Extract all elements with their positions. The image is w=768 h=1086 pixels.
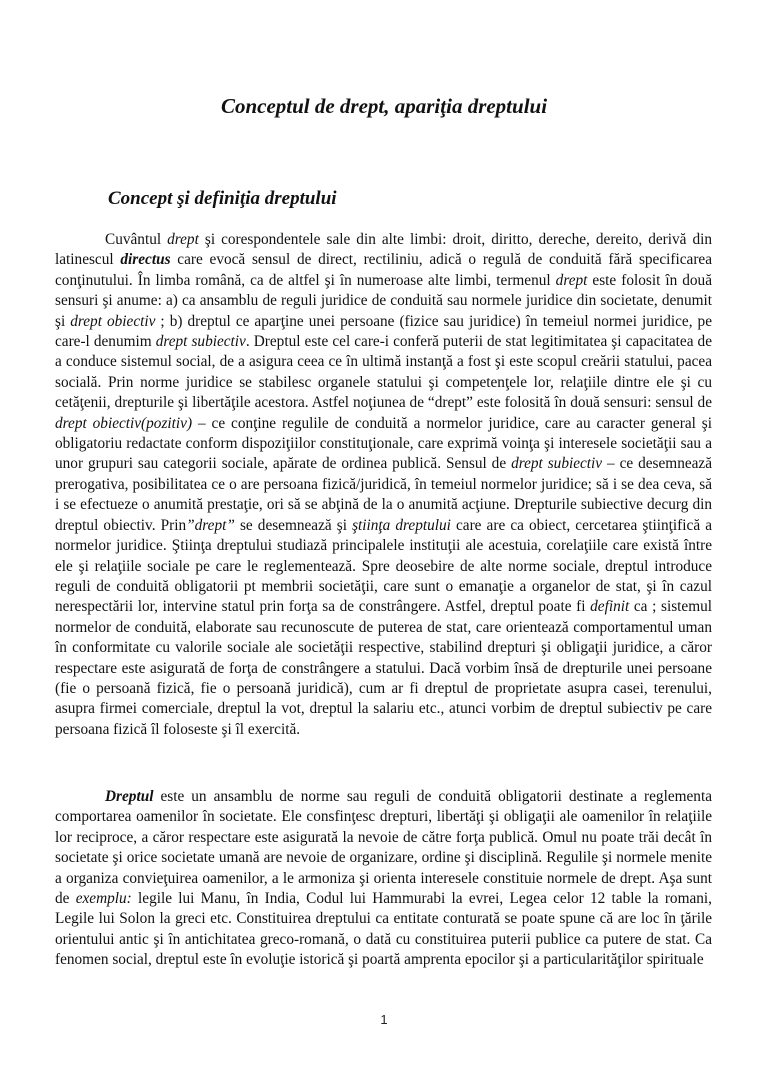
- paragraph-1: [55, 230, 712, 740]
- text-run: definit: [590, 598, 630, 616]
- text-run: ; b) dreptul ce aparţine unei persoane (fizice sau juridice) în temeiul normei juridice, pe care-l denumim: [55, 312, 712, 351]
- text-run: drept subiectiv: [511, 455, 603, 473]
- text-run: drept: [555, 271, 588, 289]
- text-run: legile lui Manu, în India, Codul lui Hammurabi la evrei, Legea celor 12 table la romani, Legile lui Solon la greci etc. Constituirea dreptului ca entitate conturată se poate spune că are loc în ţările orientului antic şi în antichitatea greco-romană, o dată cu constituirea puterii publice ca putere de stat. Ca fenomen social, dreptul este în evoluţie istorică şi poartă amprenta epocilor şi a particularităţilor spirituale: [55, 890, 712, 969]
- text-run: . Dreptul este cel care-i conferă puterii de stat legitimitatea şi capacitatea de a conduce sistemul social, de a asigura ceea ce în ultimă instanţă a fost şi este scopul creării statului, pacea socială. Prin norme juridice se stabilesc organele statului şi competenţele lor, relaţiile dintre ele şi cu cetăţenii, drepturile şi libertăţile acestora. Astfel noţiunea de “drept” este folosită în două sensuri: sensul de: [55, 333, 712, 412]
- text-run: directus: [120, 251, 171, 269]
- text-run: drept obiectiv: [70, 312, 156, 330]
- text-run: şi corespondentele sale din alte limbi: droit, diritto, dereche, dereito, derivă din latinescul: [55, 231, 712, 269]
- text-run: – ce conţine regulile de conduită a normelor juridice, care au caracter general şi obligatoriu redactate conform dispoziţiilor constituţionale, care exprimă voinţa şi interesele societăţii sau a unor grupuri sau categorii sociale, apărate de ordinea publică. Sensul de: [55, 414, 712, 473]
- paragraph-2: [55, 787, 712, 971]
- text-run: Cuvântul: [105, 231, 168, 248]
- text-run: care are ca obiect, cercetarea ştiinţifică a normelor juridice. Ştiinţa dreptului studiază principalele instituţii ale acestuia, corelaţiile care există între ele şi relaţiile sociale pe care le reglementează. Spre deosebire de alte norme sociale, dreptul introduce reguli de conduită obligatorii pt membrii societăţii, care sunt o emanaţie a organelor de stat, şi în cazul nerespectării lor, intervine statul prin forţa sa de constrângere. Astfel, dreptul poate fi: [55, 516, 712, 616]
- text-run: ”drept”: [186, 516, 235, 534]
- text-run: care evocă sensul de direct, rectiliniu, adică o regulă de conduită fără specificarea conţinutului. În limba română, ca de altfel şi în numeroase alte limbi, termenul: [55, 251, 712, 289]
- text-run: Dreptul: [105, 788, 154, 805]
- section-heading: Concept şi definiţia dreptului: [108, 188, 337, 209]
- page-number: 1: [380, 1012, 388, 1027]
- text-run: drept: [167, 231, 199, 248]
- text-run: ca ; sistemul normelor de conduită, elaborate sau recunoscute de puterea de stat, care orientează comportamentul uman în conformitate cu valorile sociale ale societăţii respective, stabilind drepturi şi obligaţii juridice, a căror respectare este asigurată de forţa de constrângere a statului. Dacă vorbim însă de drepturile unei persoane (fie o persoană fizică, fie o persoană juridică), cum ar fi dreptul de proprietate asupra casei, terenului, asupra firmei comerciale, dreptul la vot, dreptul la salariu etc., atunci vorbim de dreptul subiectiv pe care persoana fizică îl foloseste şi îl exercită.: [55, 598, 713, 738]
- text-run: exemplu:: [75, 890, 132, 908]
- text-run: este folosit în două sensuri şi anume: a) ca ansamblu de reguli juridice de conduită sau normele juridice din societate, denumit şi: [55, 271, 712, 330]
- text-run: drept obiectiv(pozitiv): [55, 414, 193, 432]
- text-run: drept subiectiv: [155, 333, 246, 351]
- text-run: – ce desemnează prerogativa, posibilitatea ce o are persoana fizică/juridică, în temeiul normelor juridice; să i se dea ceva, să i se efectueze o anumită prestaţie, ori să se abţină de la o anumită acţiune. Drepturile subiective decurg din dreptul obiectiv. Prin: [55, 455, 713, 534]
- text-run: se desemnează şi: [234, 516, 353, 534]
- text-run: ştiinţa dreptului: [352, 516, 451, 534]
- text-run: este un ansamblu de norme sau reguli de conduită obligatorii destinate a reglementa comportarea oamenilor în societate. Ele consfinţesc drepturi, libertăţi şi obligaţii ale oamenilor în relaţiile lor reciproce, a căror respectare este asigurată la nevoie de către forţa publică. Omul nu poate trăi decât în societate şi orice societate umană are nevoie de organizare, ordine şi disciplină. Regulile şi normele menite a organiza convieţuirea oamenilor, a le armoniza şi orienta interesele constituie normele de drept. Aşa sunt de: [55, 788, 712, 908]
- page-title: Conceptul de drept, apariţia dreptului: [220, 94, 548, 118]
